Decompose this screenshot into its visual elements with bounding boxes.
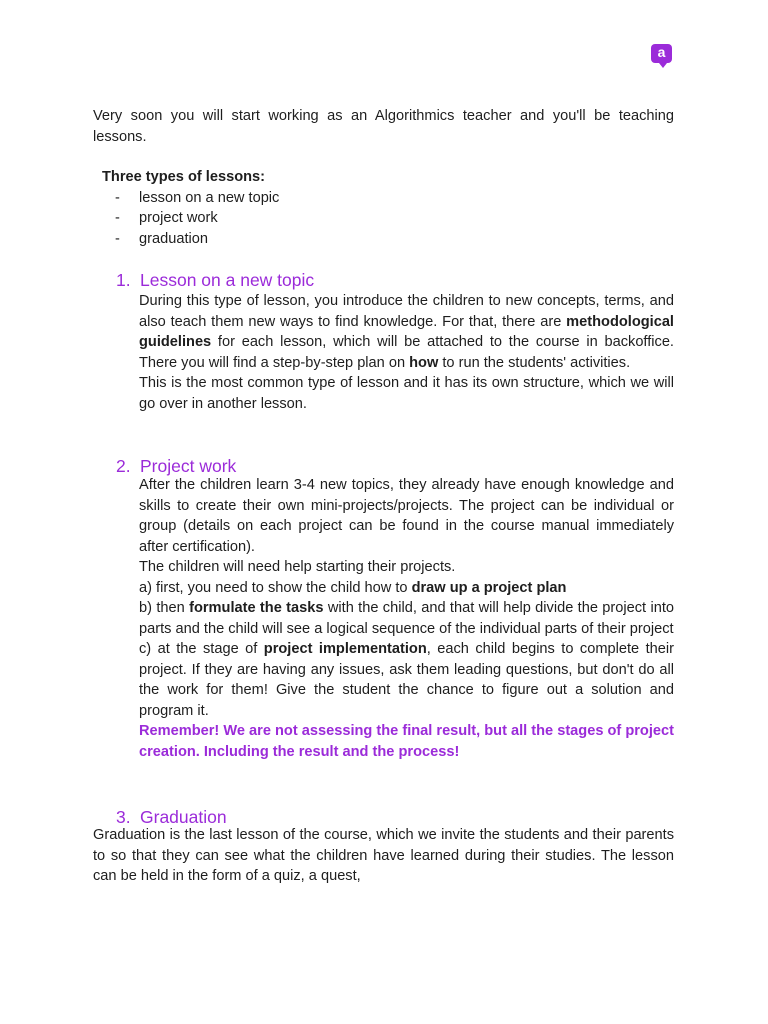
paragraph-step-a: a) first, you need to show the child how to draw up a project plan (139, 579, 567, 596)
paragraph-step-c: c) at the stage of project implementation, each child begins to complete their project. If they are having any issues, ask them leading questions, but don't do all the work for them! Give the student the chance to figure out a solution and program it. (139, 641, 674, 719)
section-heading-new-topic (116, 268, 674, 292)
remember-note: Remember! We are not assessing the final result, but all the stages of project creation. Including the result and the process! (139, 723, 674, 760)
section-number: 1. (116, 270, 131, 290)
paragraph: This is the most common type of lesson and it has its own structure, which we will go over in another lesson. (139, 375, 674, 412)
graduation-paragraph: Graduation is the last lesson of the course, which we invite the students and their parents to so that they can see what the children have learned during their studies. The lesson can be held in the form of a quiz, a quest, (93, 827, 674, 884)
list-item: - lesson on a new topic (93, 188, 674, 209)
paragraph: After the children learn 3-4 new topics, they already have enough knowledge and skills to create their own mini-projects/projects. The project can be individual or group (details on each project can be found in the course manual immediately after certification). (139, 477, 674, 555)
section-title: Graduation (140, 807, 227, 827)
lesson-types-title: Three types of lessons: (102, 169, 266, 185)
paragraph-step-b: b) then formulate the tasks with the child, and that will help divide the project into parts and the child will see a logical sequence of the individual parts of their project (139, 600, 674, 637)
section-number: 3. (116, 807, 131, 827)
section-body-new-topic (139, 291, 674, 414)
section-title: Project work (140, 456, 237, 476)
list-item: - graduation (93, 229, 674, 250)
list-item: - project work (93, 208, 674, 229)
algorithmics-logo-icon: a (651, 44, 672, 63)
section-body-project-work (139, 475, 674, 762)
document-page (93, 106, 674, 887)
section-number: 2. (116, 456, 131, 476)
paragraph: The children will need help starting their projects. (139, 559, 456, 575)
intro-paragraph: Very soon you will start working as an Algorithmics teacher and you'll be teaching lessons. (93, 108, 674, 145)
paragraph: During this type of lesson, you introduce the children to new concepts, terms, and also teach them new ways to find knowledge. For that, there are methodological guidelines for each lesson, which will be attached to the course in backoffice. There you will find a step-by-step plan on how to run the students' activities. (139, 293, 674, 371)
section-title: Lesson on a new topic (140, 270, 315, 290)
lesson-types-list (93, 188, 674, 250)
